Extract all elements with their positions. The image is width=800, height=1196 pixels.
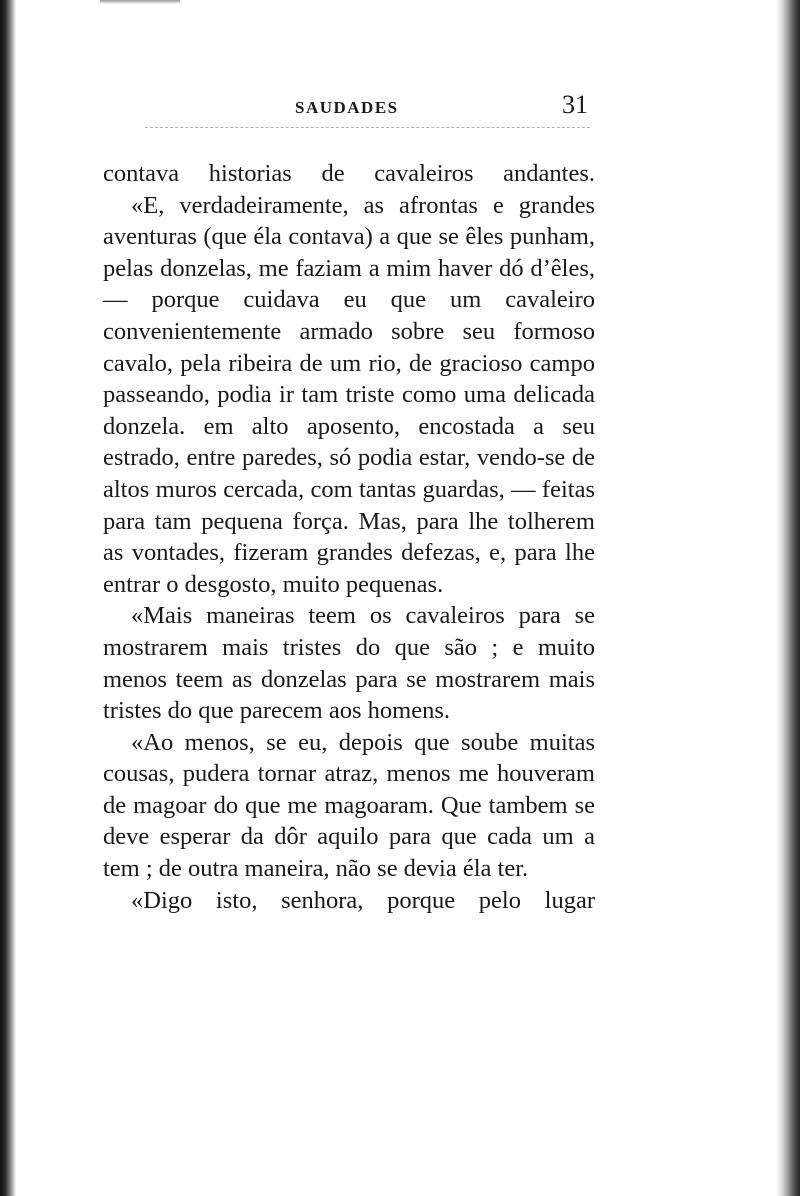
paragraph-truncated: «Digo isto, senhora, porque pelo lugar	[131, 886, 595, 914]
page-right-edge-shadow	[776, 0, 800, 1196]
text-body	[103, 158, 595, 916]
paragraph: «Mais maneiras teem os cavaleiros para se mostrarem mais tristes do que são ; e muito menos teem as donzelas para se mostrarem mais tristes do que parecem aos homens.	[103, 602, 595, 725]
page-header	[130, 90, 590, 120]
paragraph: «Ao menos, se eu, depois que soube muitas cousas, pudera tornar atraz, menos me houveram de magoar do que me magoaram. Que tambem se deve esperar da dôr aquilo para que cada um a tem ; de outra maneira, não se devia éla ter.	[103, 728, 595, 883]
page-top-smudge	[100, 0, 180, 4]
running-head: SAUDADES	[295, 98, 399, 117]
page-number: 31	[562, 90, 588, 119]
paragraph: «E, verdadeiramente, as afrontas e grandes aventuras (que éla contava) a que se êles punham, pelas donzelas, me faziam a mim haver dó d’êles, — porque cuidava eu que um cavaleiro convenientemente armado sobre seu formoso cavalo, pela ribeira de um rio, de gracioso campo passeando, podia ir tam triste como uma delicada donzela. em alto aposento, encostada a seu estrado, entre paredes, só podia estar, vendo-se de altos muros cercada, com tantas guardas, — feitas para tam pequena força. Mas, para lhe tolherem as vontades, fizeram grandes defezas, e, para lhe entrar o desgosto, muito pequenas.	[103, 191, 595, 598]
header-rule	[145, 127, 590, 128]
page-left-edge-shadow	[0, 0, 16, 1196]
paragraph-continuation: contava historias de cavaleiros andantes.	[103, 160, 595, 187]
